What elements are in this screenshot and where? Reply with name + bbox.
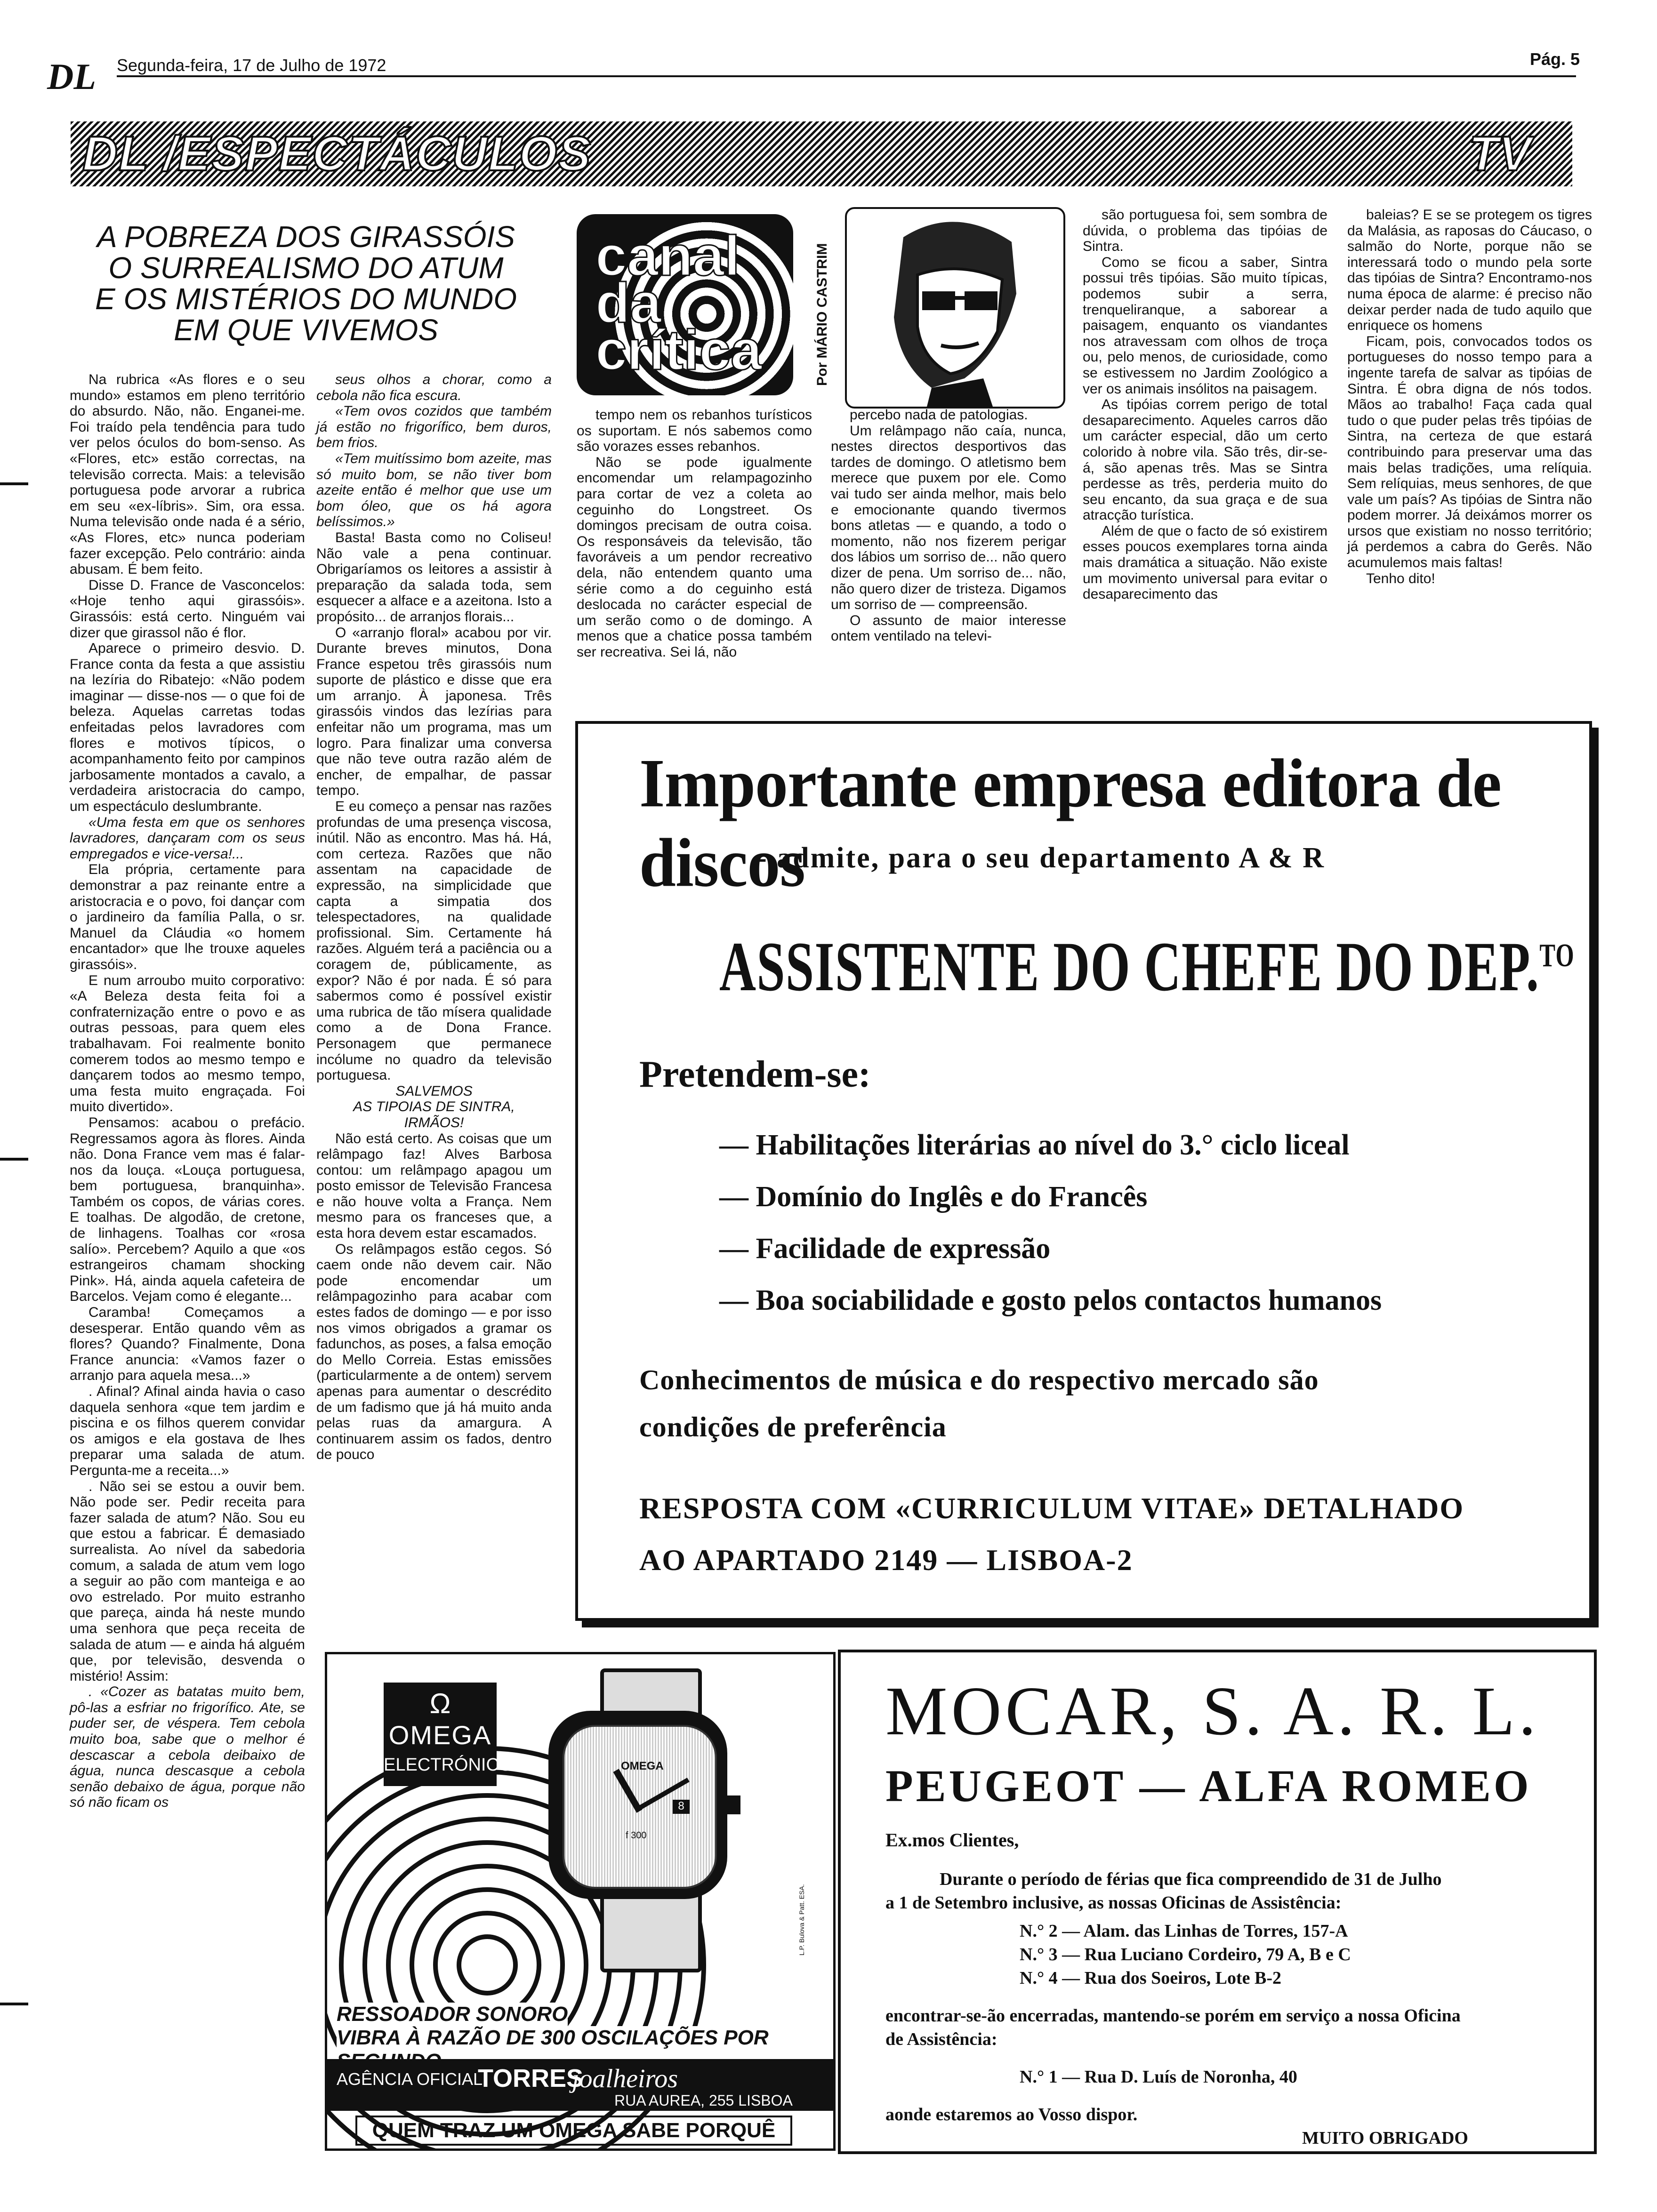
mocar-closed-2: de Assistência: bbox=[885, 2029, 997, 2049]
paragraph: «Tem muitíssimo bom azeite, mas só muito bom, se não tiver bom azeite então é melhor que use um bom óleo, que os há agora belíssimos.» bbox=[316, 450, 552, 530]
omega-tagline-1: RESSOADOR SONORO bbox=[337, 2003, 568, 2026]
dial-date-window: 8 bbox=[673, 1800, 690, 1814]
margin-mark bbox=[0, 1158, 28, 1161]
subhead-line: SALVEMOS bbox=[395, 1083, 473, 1099]
paragraph: . Afinal? Afinal ainda havia o caso daquela senhora «que tem jardim e piscina e os filhos querem convidar os amigos e ela gostava de lhes preparar uma salada de atum. Pergunta-me a receita...» bbox=[70, 1384, 305, 1478]
column-logo-line-2: da bbox=[595, 272, 662, 335]
omega-agency-script: joalheiros bbox=[572, 2064, 678, 2093]
paragraph: «Tem ovos cozidos que também já estão no frigorífico, bem duros, bem frios. bbox=[316, 403, 552, 451]
job-ad-position-text: ASSISTENTE DO CHEFE DO DEP. bbox=[719, 928, 1540, 1006]
paragraph: Ficam, pois, convocados todos os portugueses do nosso tempo para a ingente tarefa de salvar as tipóias de Sintra. É obra digna de nós todos. Mãos ao trabalho! Faça cada qual tudo o que puder pelas três tipóias de Sintra, na certeza de que estará contribuindo para preservar uma das mais belas tradições, uma relíquia. Sem relíquias, meus senhores, de que vale um país? As tipóias de Sintra não podem morrer. Já deixámos morrer os ursos que existiam no nosso território; já perdemos a cabra do Gerês. Não acumulemos mais faltas! bbox=[1347, 333, 1592, 571]
paragraph: O «arranjo floral» acabou por vir. Durante breves minutos, Dona France espetou três girassóis num suporte de plástico e disse que era um arranjo. À japonesa. Três girassóis vindos das lezírias para enfeitar não um programa, mas um logro. Para finalizar uma conversa que não teve outra razão além de encher, de empalhar, de passar tempo. bbox=[316, 625, 552, 799]
headline-line-2: O SURREALISMO DO ATUM bbox=[108, 251, 504, 285]
job-ad-subtitle: - admite, para o seu departamento A & R bbox=[757, 842, 1326, 874]
issue-date: Segunda-feira, 17 de Julho de 1972 bbox=[117, 56, 386, 75]
subhead-line: AS TIPOIAS DE SINTRA, bbox=[353, 1099, 515, 1115]
omega-agency: AGÊNCIA OFICIAL bbox=[337, 2069, 483, 2089]
paragraph: tempo nem os rebanhos turísticos os suportam. E nós sabemos como são vorazes esses rebanhos. bbox=[577, 407, 812, 455]
paragraph: Os relâmpagos estão cegos. Só caem onde não devem cair. Não pode encomendar um relâmpagozinho para acabar com estes fados de domingo — e por isso nos vimos obrigados a gramar os fadunchos, as poses, a falsa emoção do Mello Correia. Estas emissões (particularmente a de ontem) servem apenas para aumentar o descrédito de um fadismo que já há muito anda pelas ruas da amargura. A continuarem assim os fados, dentro de pouco bbox=[316, 1241, 552, 1463]
paragraph: Tenho dito! bbox=[1366, 570, 1435, 586]
job-ad-requirement: — Boa sociabilidade e gosto pelos contactos humanos bbox=[719, 1284, 1382, 1316]
job-ad-position bbox=[719, 926, 1575, 1007]
job-ad-title: Importante empresa editora de discos bbox=[639, 745, 1501, 901]
paragraph: . Não sei se estou a ouvir bem. Não pode ser. Pedir receita para fazer salada de atum? Não. Sou eu que estou a fabricar. É demasiado surrealista. Ao nível da sabedoria comum, a salada de atum vem logo a seguir ao pão com manteiga e ao ovo estrelado. Por muito estranho que pareça, ainda há neste mundo uma senhora que peça receita de salada de atum — e ainda há alguém que, por televisão, desvenda o mistério! Assim: bbox=[70, 1478, 305, 1684]
watch-dial bbox=[563, 1725, 717, 1889]
mocar-greeting: Ex.mos Clientes, bbox=[885, 1829, 1019, 1851]
portrait-drawing bbox=[847, 209, 1063, 407]
job-ad-reply-1: RESPOSTA COM «CURRICULUM VITAE» DETALHADO bbox=[639, 1491, 1464, 1525]
watch-crown bbox=[726, 1795, 740, 1814]
mocar-title: MOCAR, S. A. R. L. bbox=[885, 1673, 1540, 1750]
headline-line-4: EM QUE VIVEMOS bbox=[174, 313, 438, 347]
paragraph: O assunto de maior interesse ontem ventilado na televi- bbox=[831, 612, 1066, 644]
omega-agency-name: TORRES bbox=[478, 2064, 584, 2092]
paragraph: Ela própria, certamente para demonstrar a paz reinante entre a aristocracia e o povo, foi dançar com o jardineiro da família Palla, o sr. Manuel da Cláudia «o homem encantador» que lhe trouxe aqueles girassóis». bbox=[70, 862, 305, 972]
paragraph: As tipóias correm perigo de total desaparecimento. Aqueles carros dão um carácter especial, dão um certo colorido à nobre vila. São três, dir-se-á, são apenas três. Mas se Sintra perdesse as três, perderia muito do seu encanto, da sua graça e de sua atracção turística. bbox=[1083, 397, 1327, 523]
article-column-3 bbox=[577, 407, 812, 713]
omega-address: RUA AUREA, 255 LISBOA bbox=[614, 2092, 793, 2109]
job-ad-preference-2: condições de preferência bbox=[639, 1411, 947, 1443]
omega-slogan: QUEM TRAZ UM OMEGA SABE PORQUÊ bbox=[355, 2116, 792, 2146]
omega-subtitle: ELECTRÓNICO bbox=[384, 1755, 513, 1775]
section-tv-label: TV bbox=[1469, 127, 1531, 181]
dial-brand: OMEGA bbox=[621, 1760, 664, 1772]
header-rule bbox=[117, 75, 1576, 77]
dial-label: f 300 bbox=[626, 1830, 647, 1841]
job-ad-position-sup: TO bbox=[1539, 938, 1575, 974]
article-headline bbox=[71, 221, 541, 345]
watch-strap-bottom bbox=[600, 1890, 702, 1972]
job-ad bbox=[575, 721, 1592, 1621]
mocar-thanks: MUITO OBRIGADO bbox=[1302, 2128, 1468, 2148]
paragraph: são portuguesa foi, sem sombra de dúvida, o problema das tipóias de Sintra. bbox=[1083, 207, 1327, 255]
paragraph: Não está certo. As coisas que um relâmpago faz! Alves Barbosa contou: um relâmpago apagou um posto emissor de Televisão Francesa e não houve volta a França. Nem mesmo para os franceses que, a esta hora devem estar escamados. bbox=[316, 1130, 552, 1242]
omega-credit: L.P. Bulova & Patt. ESA. bbox=[798, 1884, 805, 1956]
page-number: Pág. 5 bbox=[1530, 49, 1580, 69]
byline: Por MÁRIO CASTRIM bbox=[814, 243, 830, 386]
article-column-4 bbox=[831, 407, 1066, 713]
paragraph: Disse D. France de Vasconcelos: «Hoje tenho aqui girassóis». Girassóis: está certo. Ninguém vai dizer que girassol não é flor. bbox=[70, 577, 305, 641]
mocar-open-shop: N.° 1 — Rua D. Luís de Noronha, 40 bbox=[1020, 2067, 1297, 2087]
omega-brand: OMEGA bbox=[388, 1720, 492, 1750]
job-ad-requirement: — Facilidade de expressão bbox=[719, 1233, 1051, 1265]
headline-line-1: A POBREZA DOS GIRASSÓIS bbox=[97, 220, 515, 254]
article-column-1 bbox=[70, 372, 305, 2174]
job-ad-wanted: Pretendem-se: bbox=[639, 1054, 871, 1095]
subhead-line: IRMÃOS! bbox=[404, 1114, 464, 1130]
paragraph: Pensamos: acabou o prefácio. Regressamos agora às flores. Ainda não. Dona France vem mas é falar-nos da louça. «Louça portuguesa, bem portuguesa, branquinha». Também os copos, de várias cores. E toalhas. De algodão, de cretone, de linhagens. Toalhas cor «rosa salío». Percebem? Aquilo a que «os estrangeiros chamam shocking Pink». Há, ainda aquela cafeteira de Barcelos. Vejam como é elegante... bbox=[70, 1114, 305, 1305]
article-column-6 bbox=[1347, 207, 1592, 715]
paragraph: Como se ficou a saber, Sintra possui três tipóias. São muito típicas, podemos subir a serra, trenqueliranque, a saborear a paisagem, enquanto os viandantes nos atravessam com olhos de troça ou, pelo menos, de curiosidade, como se estivessem no Jardim Zoológico a ver os animais insólitos na paisagem. bbox=[1083, 254, 1327, 397]
paragraph: percebo nada de patologias. bbox=[850, 407, 1028, 423]
paragraph: baleias? E se se protegem os tigres da Malásia, as raposas do Cáucaso, o salmão do Norte, porque não se interessará todo o mundo pela sorte das tipóias de Sintra? Encontramo-nos numa época de alarme: é preciso não deixar perder nada de tudo aquilo que enriquece os homens bbox=[1347, 207, 1592, 334]
mocar-shop: N.° 2 — Alam. das Linhas de Torres, 157-A bbox=[1020, 1921, 1348, 1941]
mocar-shop: N.° 3 — Rua Luciano Cordeiro, 79 A, B e C bbox=[1020, 1945, 1351, 1964]
paragraph: Basta! Basta como no Coliseu! Não vale a pena continuar. Obrigaríamos os leitores a assistir à preparação da salada toda, sem esquecer a alface e a azeitona. Isto a propósito... de arranjos florais... bbox=[316, 529, 552, 625]
column-logo-line-3: crítica bbox=[595, 319, 762, 382]
author-portrait bbox=[845, 207, 1065, 409]
article-column-2 bbox=[316, 372, 552, 1633]
paragraph: Um relâmpago não caía, nunca, nestes directos desportivos das tardes de domingo. O atletismo bem merece que puxem por ele. Como vai tudo ser ainda melhor, mais belo e emocionante quando tivermos bons atletas — e quando, a todo o momento, não nos fizerem perigar dos lábios um sorriso de... não quero dizer de pena. Um sorriso de... não, não quero dizer de tristeza. Digamos um sorriso de — compreensão. bbox=[831, 423, 1066, 613]
section-title: DL /ESPECTÁCULOS bbox=[82, 127, 592, 181]
mocar-brands: PEUGEOT — ALFA ROMEO bbox=[885, 1761, 1532, 1811]
paragraph: Aparece o primeiro desvio. D. France conta da festa a que assistiu na lezíria do Ribatejo: «Não podem imaginar — disse-nos — o que foi de beleza. Aquelas carretas todas enfeitadas pelos lavradores com flores e motivos típicos, o acompanhamento feito por campinos jarbosamente montados a cavalo, a verdadeira aristocracia do campo, um espectáculo deslumbrante. bbox=[70, 641, 305, 815]
paragraph: seus olhos a chorar, como a cebola não fica escura. bbox=[316, 372, 552, 403]
paragraph: E eu começo a pensar nas razões profundas de uma presença viscosa, inútil. Não as encontro. Mas há. Há, com certeza. Razões que não assentam na capacidade de expressão, na simplicidade que capta a simpatia dos telespectadores, na qualidade profissional. Sim. Certamente há razões. Alguém terá a paciência ou a coragem de, públicamente, as expor? Não é por nada. É só para sabermos como é possível existir uma rubrica de tão mísera qualidade como a de Dona France. Personagem que permanece incólume no quadro da televisão portuguesa. bbox=[316, 799, 552, 1083]
mocar-ad bbox=[838, 1650, 1597, 2154]
paragraph: Na rubrica «As flores e o seu mundo» estamos em pleno território do absurdo. Não, não. Enganei-me. Foi traído pela tendência para tudo ver pelos óculos do bom-senso. As «Flores, etc» estão correctas, na televisão correcta. Mais: a televisão portuguesa pode arvorar a rubrica em seu «ex-líbris». Sim, ora essa. Numa televisão onde nada é a sério, «As Flores, etc» nunca poderiam fazer excepção. Pelo contrário: ainda abusam. É bem feito. bbox=[70, 372, 305, 577]
job-ad-reply-2: AO APARTADO 2149 — LISBOA-2 bbox=[639, 1543, 1133, 1577]
mocar-closed-1: encontrar-se-ão encerradas, mantendo-se porém em serviço a nossa Oficina bbox=[885, 2006, 1461, 2026]
paragraph: . «Cozer as batatas muito bem, pô-las a esfriar no frigorífico. Ate, se puder ser, de véspera. Tem cebola muito boa, sabe que o melhor é descascar a cebola deibaixo de água, nunca descasque a cebola senão debaixo de água, porque não só não ficam os bbox=[70, 1684, 305, 1811]
paragraph: Caramba! Começamos a desesperar. Então quando vêm as flores? Quando? Finalmente, Dona France anuncia: «Vamos fazer o arranjo para aquela mesa...» bbox=[70, 1305, 305, 1384]
mocar-shop: N.° 4 — Rua dos Soeiros, Lote B-2 bbox=[1020, 1968, 1282, 1988]
column-logo bbox=[577, 214, 793, 395]
masthead-logo: DL bbox=[47, 56, 96, 97]
job-ad-preference-1: Conhecimentos de música e do respectivo mercado são bbox=[639, 1364, 1319, 1395]
omega-ad bbox=[325, 1652, 836, 2151]
paragraph: E num arroubo muito corporativo: «A Beleza desta feita foi a confraternização entre o povo e as outras pessoas, para quem eles trabalhavam. Foi realmente bonito comerem todos ao mesmo tempo e dançarem todos ao mesmo tempo, uma festa muito engraçada. Foi muito divertido». bbox=[70, 972, 305, 1115]
mocar-intro-1: Durante o período de férias que fica compreendido de 31 de Julho bbox=[940, 1869, 1442, 1889]
margin-mark bbox=[0, 2003, 28, 2005]
job-ad-requirement: — Domínio do Inglês e do Francês bbox=[719, 1181, 1148, 1213]
omega-brand-box bbox=[384, 1683, 513, 1786]
omega-agency-bar bbox=[327, 2059, 833, 2111]
paragraph: Não se pode igualmente encomendar um relampagozinho para cortar de vez a coleta ao ceguinho do Longstreet. Os domingos precisam de outra coisa. Os responsáveis da televisão, tão favoráveis a um pendor recreativo dela, não entendem quanto uma série como a do ceguinho está deslocada no carácter especial de um serão como o de domingo. A menos que a chatice possa também ser recreativa. Sei lá, não bbox=[577, 454, 812, 660]
omega-symbol-icon: Ω bbox=[429, 1688, 451, 1719]
job-ad-requirement: — Habilitações literárias ao nível do 3.° ciclo liceal bbox=[719, 1129, 1350, 1161]
headline-line-3: E OS MISTÉRIOS DO MUNDO bbox=[95, 282, 517, 316]
paragraph: Além de que o facto de só existirem esses poucos exemplares torna ainda mais dramática a situação. Não existe um movimento universal para evitar o desaparecimento das bbox=[1083, 523, 1327, 602]
mocar-outro: aonde estaremos ao Vosso dispor. bbox=[885, 2105, 1138, 2124]
omega-tagline-2: VIBRA À RAZÃO DE 300 OSCILAÇÕES POR bbox=[337, 2026, 833, 2073]
column-logo-line-1: canal bbox=[595, 224, 740, 288]
article-column-5 bbox=[1083, 207, 1327, 715]
mocar-intro-2: a 1 de Setembro inclusive, as nossas Oficinas de Assistência: bbox=[885, 1893, 1342, 1913]
margin-mark bbox=[0, 482, 28, 485]
paragraph: «Uma festa em que os senhores lavradores, dançaram com os seus empregados e vice-versa!... bbox=[70, 814, 305, 862]
